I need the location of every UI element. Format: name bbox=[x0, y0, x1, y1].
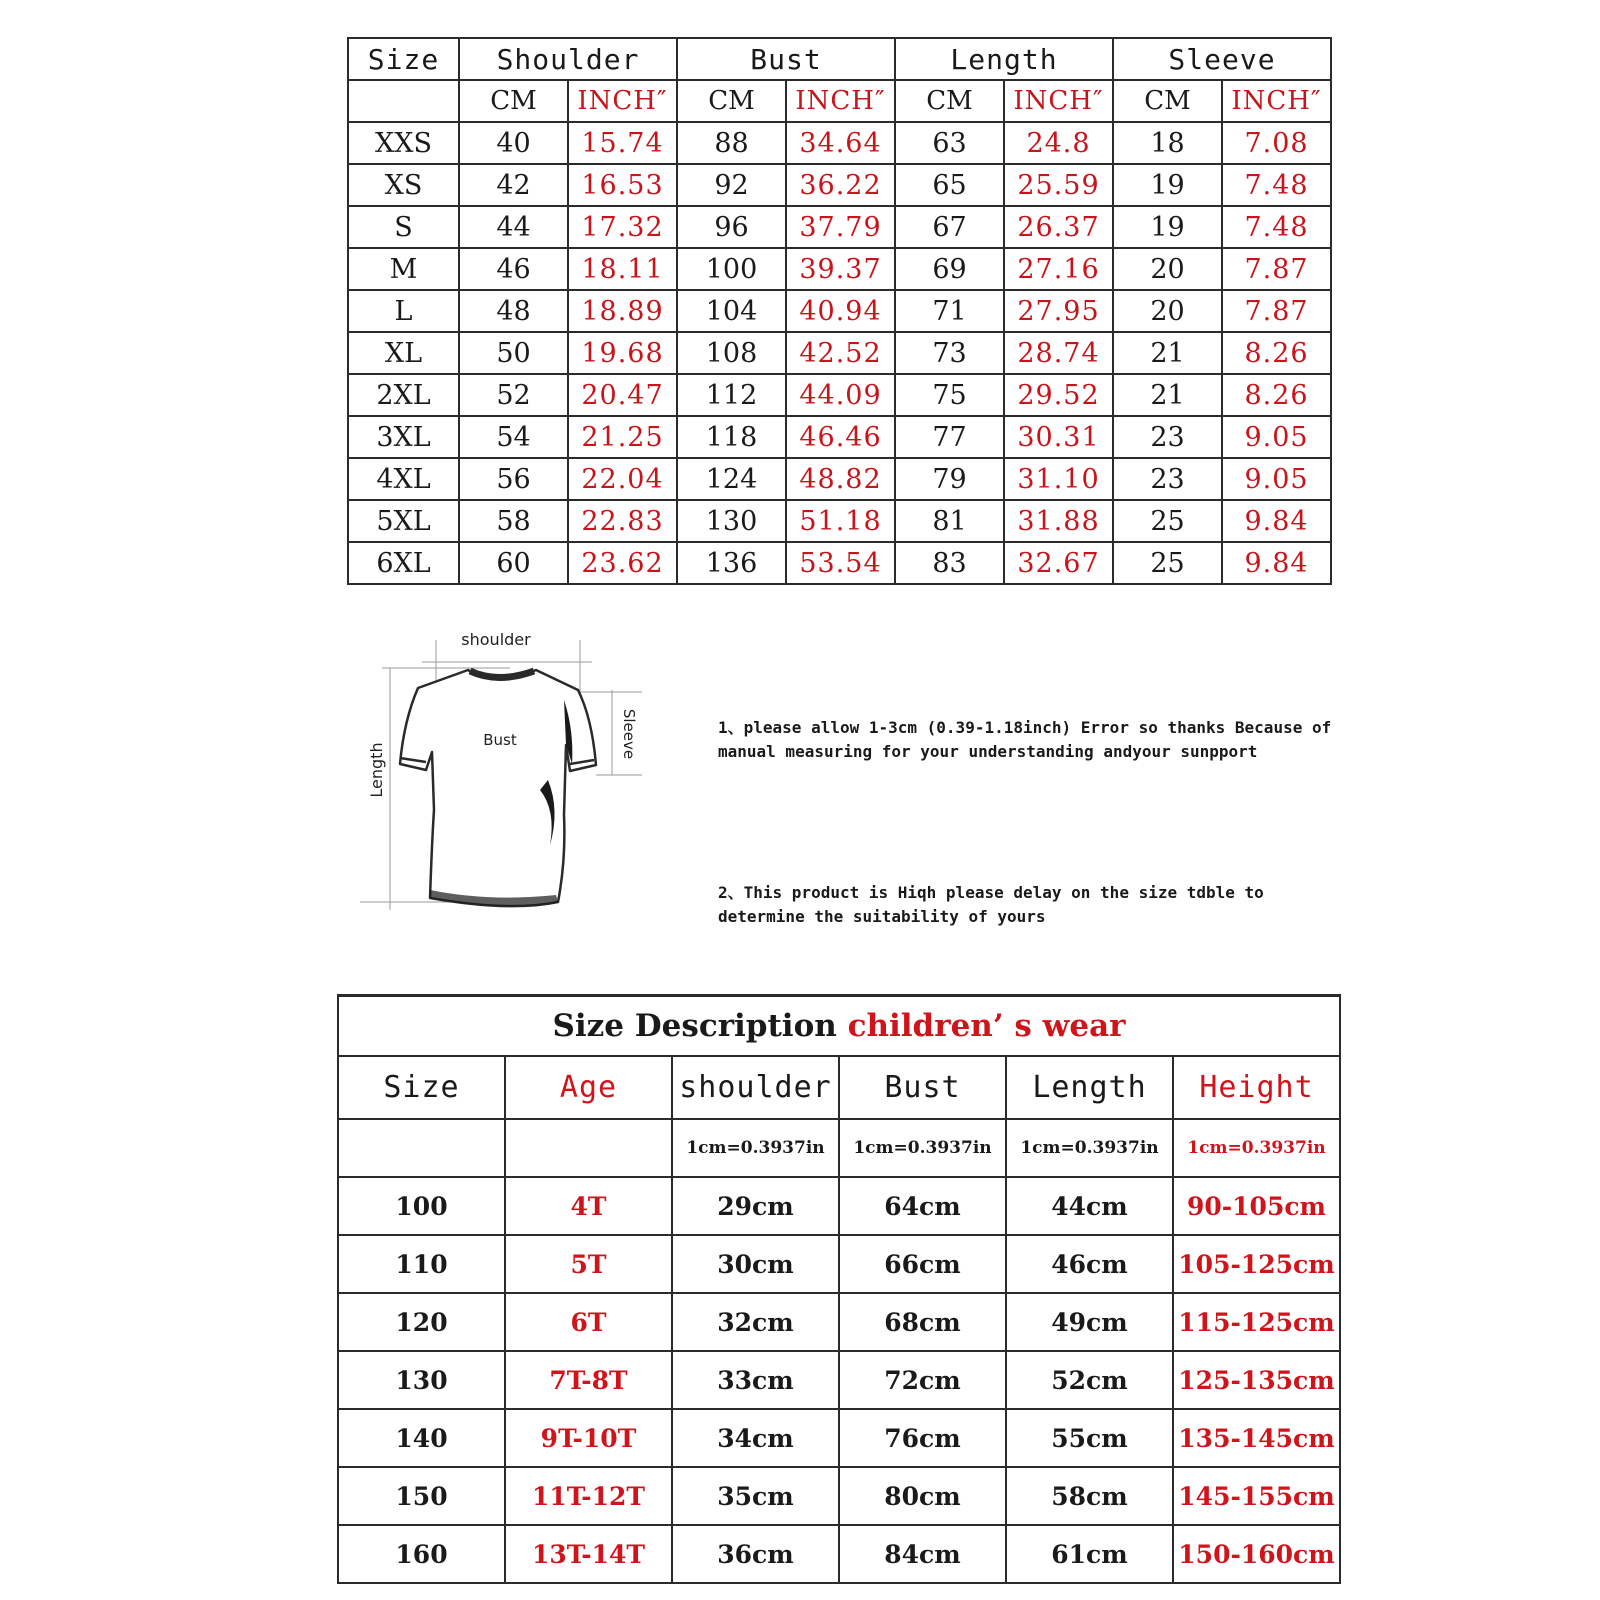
adult-size-label: XS bbox=[348, 164, 459, 206]
figure-label-length: Length bbox=[367, 742, 386, 798]
adult-inch-value: 9.05 bbox=[1222, 416, 1331, 458]
adult-unit-cm: CM bbox=[459, 80, 568, 122]
adult-inch-value: 7.48 bbox=[1222, 164, 1331, 206]
adult-inch-value: 34.64 bbox=[786, 122, 895, 164]
children-age: 6T bbox=[505, 1293, 672, 1351]
children-length: 58cm bbox=[1006, 1467, 1173, 1525]
adult-inch-value: 21.25 bbox=[568, 416, 677, 458]
adult-cm-value: 124 bbox=[677, 458, 786, 500]
adult-cm-value: 21 bbox=[1113, 374, 1222, 416]
children-size-row bbox=[338, 1351, 1340, 1409]
children-conversion-cell bbox=[505, 1119, 672, 1177]
children-size-row bbox=[338, 1409, 1340, 1467]
children-height: 115-125cm bbox=[1173, 1293, 1340, 1351]
adult-inch-value: 44.09 bbox=[786, 374, 895, 416]
children-table-title-row bbox=[338, 996, 1340, 1057]
adult-inch-value: 40.94 bbox=[786, 290, 895, 332]
children-shoulder: 36cm bbox=[672, 1525, 839, 1583]
adult-size-label: 3XL bbox=[348, 416, 459, 458]
adult-inch-value: 30.31 bbox=[1004, 416, 1113, 458]
adult-cm-value: 19 bbox=[1113, 206, 1222, 248]
adult-inch-value: 22.04 bbox=[568, 458, 677, 500]
adult-cm-value: 58 bbox=[459, 500, 568, 542]
adult-inch-value: 31.10 bbox=[1004, 458, 1113, 500]
adult-unit-cm: CM bbox=[677, 80, 786, 122]
children-header-shoulder: shoulder bbox=[672, 1056, 839, 1119]
adult-cm-value: 23 bbox=[1113, 458, 1222, 500]
children-age: 7T-8T bbox=[505, 1351, 672, 1409]
adult-cm-value: 46 bbox=[459, 248, 568, 290]
adult-cm-value: 65 bbox=[895, 164, 1004, 206]
adult-inch-value: 27.95 bbox=[1004, 290, 1113, 332]
adult-size-label: XL bbox=[348, 332, 459, 374]
adult-size-row bbox=[348, 122, 1331, 164]
figure-label-bust: Bust bbox=[483, 731, 517, 749]
children-conversion-cell: 1cm=0.3937in bbox=[672, 1119, 839, 1177]
adult-size-label: 2XL bbox=[348, 374, 459, 416]
adult-inch-value: 16.53 bbox=[568, 164, 677, 206]
adult-size-row bbox=[348, 374, 1331, 416]
adult-cm-value: 77 bbox=[895, 416, 1004, 458]
adult-inch-value: 7.87 bbox=[1222, 248, 1331, 290]
adult-size-label: M bbox=[348, 248, 459, 290]
adult-cm-value: 20 bbox=[1113, 290, 1222, 332]
children-shoulder: 30cm bbox=[672, 1235, 839, 1293]
adult-cm-value: 44 bbox=[459, 206, 568, 248]
children-length: 55cm bbox=[1006, 1409, 1173, 1467]
adult-cm-value: 25 bbox=[1113, 500, 1222, 542]
adult-unit-cm: CM bbox=[895, 80, 1004, 122]
children-conversion-cell: 1cm=0.3937in bbox=[1173, 1119, 1340, 1177]
adult-size-label: XXS bbox=[348, 122, 459, 164]
adult-cm-value: 23 bbox=[1113, 416, 1222, 458]
children-size-table bbox=[337, 994, 1341, 1584]
children-size-row bbox=[338, 1467, 1340, 1525]
adult-inch-value: 31.88 bbox=[1004, 500, 1113, 542]
adult-inch-value: 18.89 bbox=[568, 290, 677, 332]
adult-cm-value: 118 bbox=[677, 416, 786, 458]
children-size-row bbox=[338, 1525, 1340, 1583]
adult-inch-value: 26.37 bbox=[1004, 206, 1113, 248]
adult-cm-value: 104 bbox=[677, 290, 786, 332]
adult-header-length: Length bbox=[895, 38, 1113, 80]
children-header-age: Age bbox=[505, 1056, 672, 1119]
adult-cm-value: 56 bbox=[459, 458, 568, 500]
tshirt-outline bbox=[400, 670, 596, 906]
children-header-length: Length bbox=[1006, 1056, 1173, 1119]
adult-cm-value: 19 bbox=[1113, 164, 1222, 206]
adult-cm-value: 54 bbox=[459, 416, 568, 458]
children-shoulder: 35cm bbox=[672, 1467, 839, 1525]
children-bust: 64cm bbox=[839, 1177, 1006, 1235]
children-header-bust: Bust bbox=[839, 1056, 1006, 1119]
children-bust: 72cm bbox=[839, 1351, 1006, 1409]
adult-inch-value: 36.22 bbox=[786, 164, 895, 206]
adult-cm-value: 75 bbox=[895, 374, 1004, 416]
children-length: 44cm bbox=[1006, 1177, 1173, 1235]
adult-size-row bbox=[348, 332, 1331, 374]
adult-size-row bbox=[348, 500, 1331, 542]
adult-size-row bbox=[348, 164, 1331, 206]
adult-unit-header-row bbox=[348, 80, 1331, 122]
adult-header-shoulder: Shoulder bbox=[459, 38, 677, 80]
children-conversion-cell bbox=[338, 1119, 505, 1177]
children-size: 140 bbox=[338, 1409, 505, 1467]
adult-inch-value: 53.54 bbox=[786, 542, 895, 584]
children-age: 11T-12T bbox=[505, 1467, 672, 1525]
children-age: 4T bbox=[505, 1177, 672, 1235]
adult-cm-value: 48 bbox=[459, 290, 568, 332]
adult-unit-inch: INCH″ bbox=[1222, 80, 1331, 122]
adult-size-label: 6XL bbox=[348, 542, 459, 584]
children-bust: 76cm bbox=[839, 1409, 1006, 1467]
adult-cm-value: 112 bbox=[677, 374, 786, 416]
children-age: 9T-10T bbox=[505, 1409, 672, 1467]
adult-cm-value: 18 bbox=[1113, 122, 1222, 164]
children-size-table-body bbox=[338, 996, 1340, 1584]
adult-size-row bbox=[348, 542, 1331, 584]
adult-inch-value: 8.26 bbox=[1222, 332, 1331, 374]
adult-inch-value: 20.47 bbox=[568, 374, 677, 416]
adult-inch-value: 39.37 bbox=[786, 248, 895, 290]
adult-cm-value: 25 bbox=[1113, 542, 1222, 584]
adult-cm-value: 52 bbox=[459, 374, 568, 416]
children-length: 52cm bbox=[1006, 1351, 1173, 1409]
adult-cm-value: 50 bbox=[459, 332, 568, 374]
adult-inch-value: 37.79 bbox=[786, 206, 895, 248]
adult-cm-value: 83 bbox=[895, 542, 1004, 584]
adult-inch-value: 7.48 bbox=[1222, 206, 1331, 248]
adult-cm-value: 40 bbox=[459, 122, 568, 164]
children-size: 130 bbox=[338, 1351, 505, 1409]
adult-cm-value: 42 bbox=[459, 164, 568, 206]
adult-unit-empty bbox=[348, 80, 459, 122]
adult-size-row bbox=[348, 290, 1331, 332]
children-age: 5T bbox=[505, 1235, 672, 1293]
adult-inch-value: 7.87 bbox=[1222, 290, 1331, 332]
figure-label-sleeve: Sleeve bbox=[620, 708, 638, 760]
children-header-size: Size bbox=[338, 1056, 505, 1119]
adult-header-size: Size bbox=[348, 38, 459, 80]
adult-cm-value: 67 bbox=[895, 206, 1004, 248]
adult-size-row bbox=[348, 458, 1331, 500]
measurement-error-note: 1、please allow 1-3cm (0.39-1.18inch) Error so thanks Because of manual measuring for your understanding andyour sunpport bbox=[718, 718, 1332, 761]
children-height: 105-125cm bbox=[1173, 1235, 1340, 1293]
figure-label-shoulder: shoulder bbox=[461, 630, 531, 649]
adult-inch-value: 17.32 bbox=[568, 206, 677, 248]
children-size-row bbox=[338, 1235, 1340, 1293]
children-size: 110 bbox=[338, 1235, 505, 1293]
adult-group-header-row bbox=[348, 38, 1331, 80]
adult-inch-value: 46.46 bbox=[786, 416, 895, 458]
children-height: 90-105cm bbox=[1173, 1177, 1340, 1235]
adult-size-label: L bbox=[348, 290, 459, 332]
children-size: 150 bbox=[338, 1467, 505, 1525]
adult-cm-value: 100 bbox=[677, 248, 786, 290]
adult-inch-value: 42.52 bbox=[786, 332, 895, 374]
adult-cm-value: 69 bbox=[895, 248, 1004, 290]
adult-size-label: 4XL bbox=[348, 458, 459, 500]
adult-cm-value: 63 bbox=[895, 122, 1004, 164]
adult-cm-value: 130 bbox=[677, 500, 786, 542]
adult-inch-value: 9.84 bbox=[1222, 500, 1331, 542]
adult-cm-value: 92 bbox=[677, 164, 786, 206]
adult-size-table-body bbox=[348, 38, 1331, 584]
adult-cm-value: 88 bbox=[677, 122, 786, 164]
size-table-note: 2、This product is Hiqh please delay on the size tdble to determine the suitability of yours bbox=[718, 883, 1264, 926]
adult-header-sleeve: Sleeve bbox=[1113, 38, 1331, 80]
children-length: 49cm bbox=[1006, 1293, 1173, 1351]
adult-inch-value: 25.59 bbox=[1004, 164, 1113, 206]
children-length: 46cm bbox=[1006, 1235, 1173, 1293]
children-size-row bbox=[338, 1293, 1340, 1351]
adult-size-row bbox=[348, 248, 1331, 290]
adult-inch-value: 24.8 bbox=[1004, 122, 1113, 164]
children-height: 145-155cm bbox=[1173, 1467, 1340, 1525]
children-height: 125-135cm bbox=[1173, 1351, 1340, 1409]
adult-header-bust: Bust bbox=[677, 38, 895, 80]
adult-inch-value: 23.62 bbox=[568, 542, 677, 584]
adult-unit-inch: INCH″ bbox=[786, 80, 895, 122]
children-length: 61cm bbox=[1006, 1525, 1173, 1583]
tshirt-measurement-diagram bbox=[360, 630, 660, 940]
adult-unit-cm: CM bbox=[1113, 80, 1222, 122]
adult-unit-inch: INCH″ bbox=[568, 80, 677, 122]
children-height: 135-145cm bbox=[1173, 1409, 1340, 1467]
adult-inch-value: 9.05 bbox=[1222, 458, 1331, 500]
children-size: 160 bbox=[338, 1525, 505, 1583]
children-bust: 80cm bbox=[839, 1467, 1006, 1525]
children-conversion-cell: 1cm=0.3937in bbox=[1006, 1119, 1173, 1177]
adult-inch-value: 48.82 bbox=[786, 458, 895, 500]
adult-cm-value: 96 bbox=[677, 206, 786, 248]
children-table-title bbox=[338, 996, 1340, 1057]
adult-unit-inch: INCH″ bbox=[1004, 80, 1113, 122]
adult-cm-value: 20 bbox=[1113, 248, 1222, 290]
children-conversion-cell: 1cm=0.3937in bbox=[839, 1119, 1006, 1177]
children-title-red: children’ s wear bbox=[847, 1008, 1126, 1044]
adult-inch-value: 19.68 bbox=[568, 332, 677, 374]
adult-cm-value: 136 bbox=[677, 542, 786, 584]
adult-size-row bbox=[348, 416, 1331, 458]
children-bust: 68cm bbox=[839, 1293, 1006, 1351]
children-size: 100 bbox=[338, 1177, 505, 1235]
adult-cm-value: 79 bbox=[895, 458, 1004, 500]
adult-size-label: 5XL bbox=[348, 500, 459, 542]
adult-cm-value: 73 bbox=[895, 332, 1004, 374]
adult-cm-value: 108 bbox=[677, 332, 786, 374]
children-bust: 66cm bbox=[839, 1235, 1006, 1293]
adult-inch-value: 9.84 bbox=[1222, 542, 1331, 584]
children-header-height: Height bbox=[1173, 1056, 1340, 1119]
adult-cm-value: 81 bbox=[895, 500, 1004, 542]
children-bust: 84cm bbox=[839, 1525, 1006, 1583]
children-height: 150-160cm bbox=[1173, 1525, 1340, 1583]
adult-inch-value: 22.83 bbox=[568, 500, 677, 542]
children-size: 120 bbox=[338, 1293, 505, 1351]
adult-inch-value: 28.74 bbox=[1004, 332, 1113, 374]
children-header-row bbox=[338, 1056, 1340, 1119]
children-conversion-row bbox=[338, 1119, 1340, 1177]
adult-cm-value: 71 bbox=[895, 290, 1004, 332]
adult-inch-value: 18.11 bbox=[568, 248, 677, 290]
adult-inch-value: 29.52 bbox=[1004, 374, 1113, 416]
adult-inch-value: 51.18 bbox=[786, 500, 895, 542]
children-shoulder: 32cm bbox=[672, 1293, 839, 1351]
adult-cm-value: 60 bbox=[459, 542, 568, 584]
adult-size-label: S bbox=[348, 206, 459, 248]
adult-inch-value: 15.74 bbox=[568, 122, 677, 164]
children-shoulder: 29cm bbox=[672, 1177, 839, 1235]
adult-size-table bbox=[347, 37, 1332, 585]
adult-cm-value: 21 bbox=[1113, 332, 1222, 374]
adult-inch-value: 32.67 bbox=[1004, 542, 1113, 584]
children-shoulder: 34cm bbox=[672, 1409, 839, 1467]
adult-inch-value: 7.08 bbox=[1222, 122, 1331, 164]
adult-inch-value: 8.26 bbox=[1222, 374, 1331, 416]
adult-size-row bbox=[348, 206, 1331, 248]
children-title-black: Size Description bbox=[552, 1008, 848, 1044]
children-age: 13T-14T bbox=[505, 1525, 672, 1583]
children-size-row bbox=[338, 1177, 1340, 1235]
children-shoulder: 33cm bbox=[672, 1351, 839, 1409]
adult-inch-value: 27.16 bbox=[1004, 248, 1113, 290]
